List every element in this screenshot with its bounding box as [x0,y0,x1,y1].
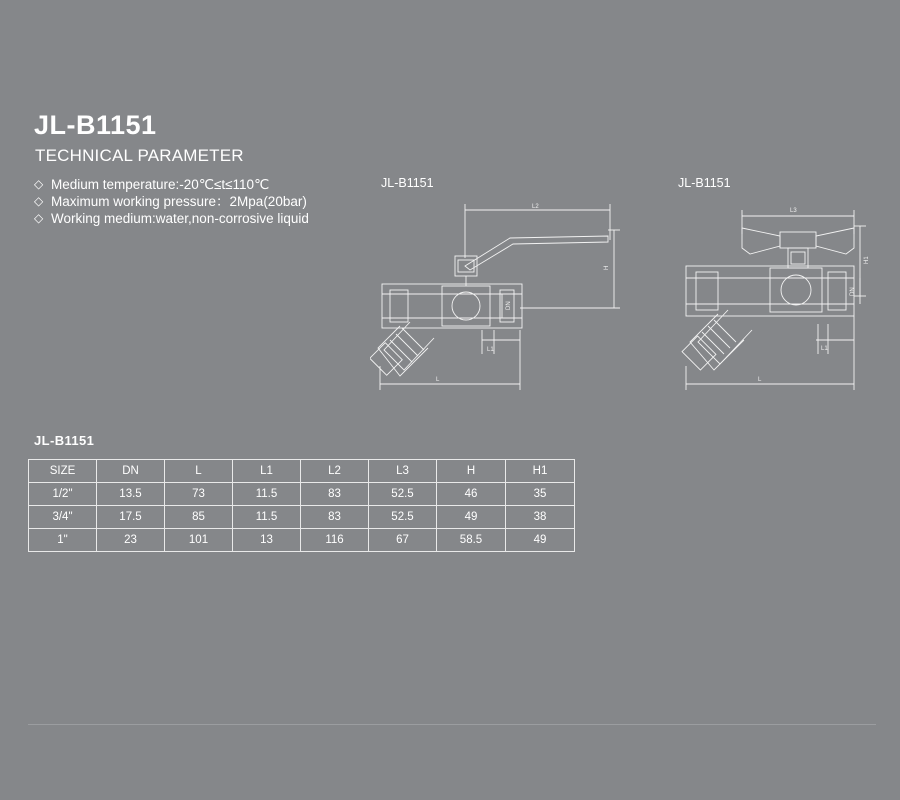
header-cell: H [437,460,506,483]
parameter-text: Maximum working pressure：2Mpa(20bar) [51,194,307,209]
dim-label: DN [850,287,856,296]
table-cell: 17.5 [97,506,165,529]
parameter-item [34,210,309,227]
spec-table [28,459,575,552]
parameter-list [34,176,309,227]
parameter-item [34,176,309,193]
table-cell: 73 [165,483,233,506]
table-header-row [29,460,575,483]
dim-label: L2 [532,204,539,210]
dim-label: L1 [487,347,494,353]
table-cell: 13 [233,529,301,552]
table-cell: 85 [165,506,233,529]
table-cell: 35 [506,483,575,506]
header-cell: L [165,460,233,483]
table-cell: 38 [506,506,575,529]
table-cell: 58.5 [437,529,506,552]
dim-label: H1 [864,256,870,264]
drawing-label-lever: JL-B1151 [381,176,434,190]
table-cell: 49 [437,506,506,529]
table-cell: 116 [301,529,369,552]
header-cell: DN [97,460,165,483]
header-cell: L2 [301,460,369,483]
table-cell: 11.5 [233,483,301,506]
table-row [29,529,575,552]
header-cell: SIZE [29,460,97,483]
table-cell: 67 [369,529,437,552]
table-cell: 101 [165,529,233,552]
table-cell: 83 [301,506,369,529]
diamond-bullet-icon: ◇ [34,177,44,191]
parameter-text: Medium temperature:-20℃≤t≤110℃ [51,177,270,192]
dim-label: DN [506,301,512,310]
table-cell: 52.5 [369,506,437,529]
diamond-bullet-icon: ◇ [34,194,44,208]
table-cell: 11.5 [233,506,301,529]
table-cell: 23 [97,529,165,552]
lever-valve-drawing [370,198,630,393]
dim-label: L3 [790,208,797,214]
table-cell: 49 [506,529,575,552]
table-row [29,506,575,529]
header-cell: L1 [233,460,301,483]
header-cell: H1 [506,460,575,483]
dim-label: L [436,377,440,383]
dim-label: H [604,265,610,270]
dim-label: L1 [821,346,828,352]
table-title: JL-B1151 [34,433,95,448]
table-cell: 3/4" [29,506,97,529]
table-cell: 1" [29,529,97,552]
butterfly-valve-drawing [678,198,878,393]
drawing-label-butterfly: JL-B1151 [678,176,731,190]
footer-divider [28,724,876,725]
section-subtitle: TECHNICAL PARAMETER [35,146,244,165]
table-row [29,483,575,506]
header-cell: L3 [369,460,437,483]
table-cell: 13.5 [97,483,165,506]
dim-label: L [758,377,762,383]
table-cell: 52.5 [369,483,437,506]
table-cell: 46 [437,483,506,506]
parameter-item [34,193,309,210]
product-title: JL-B1151 [34,110,157,140]
parameter-text: Working medium:water,non-corrosive liquid [51,211,309,226]
diamond-bullet-icon: ◇ [34,211,44,225]
table-cell: 83 [301,483,369,506]
table-cell: 1/2" [29,483,97,506]
